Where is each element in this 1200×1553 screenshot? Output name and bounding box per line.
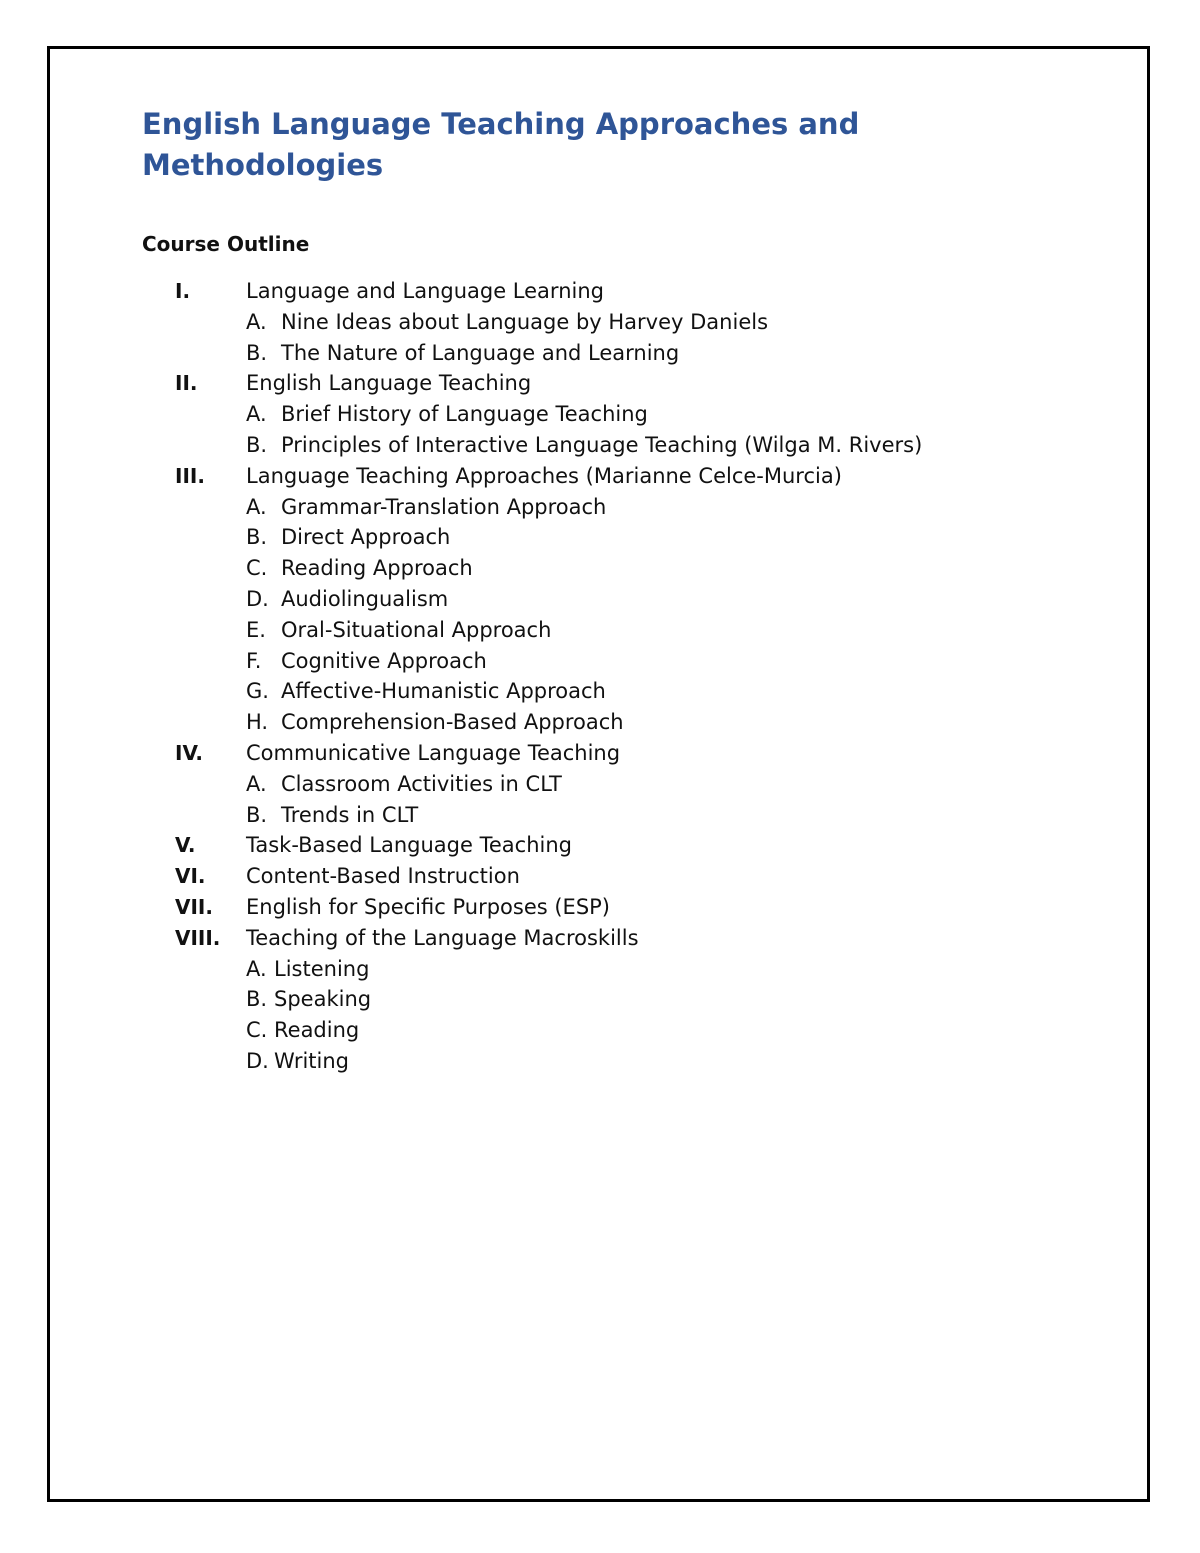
sub-topic-item	[0, 430, 1200, 461]
sub-topic-list	[0, 492, 1200, 738]
outline-section	[0, 923, 1200, 1077]
sub-topic-title: Classroom Activities in CLT	[281, 771, 562, 796]
section-numeral: IV.	[175, 740, 203, 765]
section-row	[0, 368, 1200, 399]
sub-topic-letter: B.	[246, 340, 268, 365]
sub-topic-letter: D.	[246, 1048, 269, 1073]
section-row	[0, 738, 1200, 769]
sub-topic-item	[0, 399, 1200, 430]
section-numeral: V.	[175, 833, 196, 858]
course-outline-heading: Course Outline	[142, 232, 310, 256]
sub-topic-letter: G.	[246, 679, 269, 704]
sub-topic-item	[0, 984, 1200, 1015]
sub-topic-title: Brief History of Language Teaching	[281, 402, 648, 427]
sub-topic-title: The Nature of Language and Learning	[281, 340, 680, 365]
sub-topic-item	[0, 553, 1200, 584]
sub-topic-letter: F.	[246, 648, 262, 673]
sub-topic-title: Speaking	[274, 987, 372, 1012]
sub-topic-title: Principles of Interactive Language Teaching (Wilga M. Rivers)	[281, 432, 923, 457]
sub-topic-letter: B.	[246, 432, 268, 457]
sub-topic-letter: B.	[246, 987, 268, 1012]
sub-topic-letter: B.	[246, 802, 268, 827]
sub-topic-title: Writing	[274, 1048, 349, 1073]
sub-topic-item	[0, 615, 1200, 646]
course-outline	[0, 276, 1200, 1077]
section-numeral: VI.	[175, 864, 206, 889]
section-title: Language and Language Learning	[246, 279, 604, 303]
sub-topic-item	[0, 954, 1200, 985]
sub-topic-letter: D.	[246, 586, 269, 611]
sub-topic-letter: H.	[246, 710, 269, 735]
section-numeral: VII.	[175, 894, 213, 919]
section-numeral: VIII.	[175, 925, 221, 950]
section-numeral: I.	[175, 279, 191, 303]
sub-topic-title: Cognitive Approach	[281, 648, 487, 673]
document-title: English Language Teaching Approaches and Methodologies	[142, 107, 860, 182]
sub-topic-title: Grammar-Translation Approach	[281, 494, 607, 519]
section-numeral: III.	[175, 463, 205, 488]
sub-topic-title: Audiolingualism	[281, 586, 449, 611]
sub-topic-item	[0, 1046, 1200, 1077]
sub-topic-letter: A.	[246, 956, 267, 981]
sub-topic-letter: A.	[246, 402, 267, 427]
section-row	[0, 830, 1200, 861]
sub-topic-item	[0, 492, 1200, 523]
sub-topic-list	[0, 769, 1200, 831]
outline-section	[0, 368, 1200, 460]
sub-topic-title: Nine Ideas about Language by Harvey Daniels	[281, 309, 769, 334]
sub-topic-item	[0, 584, 1200, 615]
sub-topic-letter: C.	[246, 556, 268, 581]
section-numeral: II.	[175, 371, 198, 396]
outline-section	[0, 892, 1200, 923]
sub-topic-item	[0, 800, 1200, 831]
section-title: Content-Based Instruction	[246, 864, 520, 889]
sub-topic-item	[0, 769, 1200, 800]
sub-topic-item	[0, 307, 1200, 338]
outline-section	[0, 738, 1200, 830]
sub-topic-item	[0, 338, 1200, 369]
section-title: Communicative Language Teaching	[246, 740, 621, 765]
section-title: Language Teaching Approaches (Marianne Celce-Murcia)	[246, 463, 842, 488]
section-title: Task-Based Language Teaching	[246, 833, 572, 858]
sub-topic-title: Reading Approach	[281, 556, 473, 581]
sub-topic-letter: C.	[246, 1018, 268, 1043]
section-title: English for Specific Purposes (ESP)	[246, 894, 611, 919]
sub-topic-title: Oral-Situational Approach	[281, 617, 552, 642]
sub-topic-list	[0, 307, 1200, 369]
section-title: English Language Teaching	[246, 371, 532, 396]
sub-topic-item	[0, 646, 1200, 677]
sub-topic-list	[0, 954, 1200, 1077]
sub-topic-title: Direct Approach	[281, 525, 451, 550]
sub-topic-title: Trends in CLT	[281, 802, 419, 827]
outline-section	[0, 461, 1200, 738]
sub-topic-title: Listening	[274, 956, 370, 981]
sub-topic-title: Affective-Humanistic Approach	[281, 679, 606, 704]
sub-topic-title: Reading	[274, 1018, 360, 1043]
sub-topic-item	[0, 707, 1200, 738]
sub-topic-title: Comprehension-Based Approach	[281, 710, 624, 735]
section-row	[0, 923, 1200, 954]
outline-section	[0, 276, 1200, 368]
sub-topic-item	[0, 676, 1200, 707]
sub-topic-list	[0, 399, 1200, 461]
section-row	[0, 276, 1200, 307]
section-title: Teaching of the Language Macroskills	[246, 925, 639, 950]
section-row	[0, 861, 1200, 892]
sub-topic-item	[0, 522, 1200, 553]
outline-section	[0, 861, 1200, 892]
sub-topic-letter: E.	[246, 617, 266, 642]
sub-topic-item	[0, 1015, 1200, 1046]
sub-topic-letter: A.	[246, 494, 267, 519]
sub-topic-letter: A.	[246, 309, 267, 334]
section-row	[0, 892, 1200, 923]
sub-topic-letter: B.	[246, 525, 268, 550]
sub-topic-letter: A.	[246, 771, 267, 796]
outline-section	[0, 830, 1200, 861]
section-row	[0, 461, 1200, 492]
